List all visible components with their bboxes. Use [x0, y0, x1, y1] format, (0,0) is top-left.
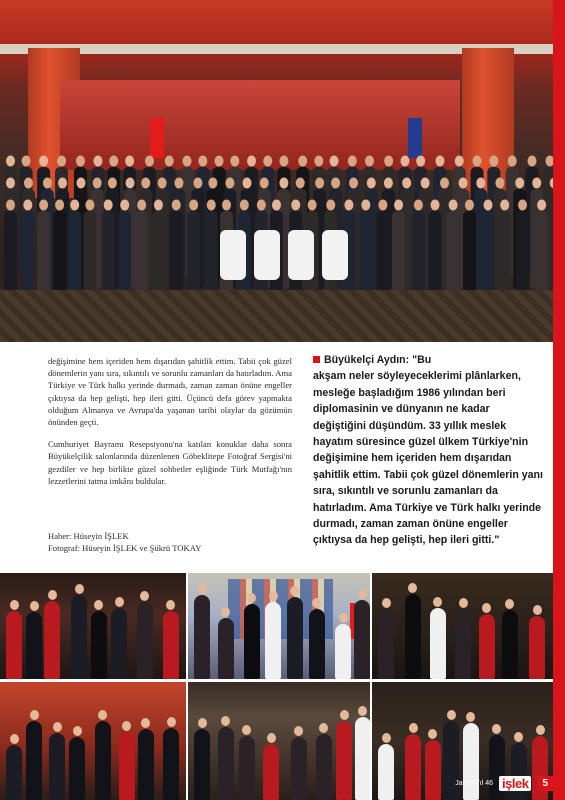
guest-figure — [412, 211, 425, 300]
guest-figure — [4, 211, 17, 300]
guest-figure — [425, 740, 441, 800]
guest-figure — [187, 211, 200, 300]
guest-head — [22, 156, 31, 167]
guest-head — [319, 723, 328, 733]
guest-head — [189, 200, 198, 211]
guest-head — [401, 156, 410, 167]
event-photo — [0, 682, 186, 800]
guest-head — [207, 200, 216, 211]
quote-lead: Büyükelçi Aydın: "Bu — [324, 354, 432, 366]
guest-figure — [239, 736, 255, 800]
guest-figure — [482, 211, 495, 300]
guest-head — [137, 200, 146, 211]
seated-guest — [288, 230, 314, 280]
guest-figure — [118, 211, 131, 300]
guest-head — [349, 178, 358, 189]
guest-figure — [244, 604, 260, 679]
guest-head — [6, 200, 15, 211]
guest-figure — [263, 744, 279, 800]
guest-figure — [163, 728, 179, 800]
guest-head — [414, 200, 423, 211]
guest-head — [23, 200, 32, 211]
guest-head — [94, 600, 103, 610]
guest-head — [492, 724, 501, 734]
parquet-floor — [0, 290, 553, 342]
guest-head — [476, 178, 485, 189]
group-photo — [0, 0, 553, 342]
edge-accent-bar — [553, 0, 565, 800]
guest-head — [10, 734, 19, 744]
article-body — [48, 355, 292, 497]
guest-figure — [69, 737, 85, 800]
guest-figure — [548, 189, 553, 289]
guest-head — [165, 156, 174, 167]
guest-head — [545, 156, 553, 167]
guest-figure — [49, 733, 65, 800]
event-photo — [188, 573, 370, 679]
guest-figure — [392, 211, 405, 300]
guest-head — [416, 156, 425, 167]
guest-figure — [535, 211, 548, 300]
guest-figure — [359, 211, 372, 300]
seated-guest — [254, 230, 280, 280]
article-paragraph: değişimine hem içeriden hem dışarıdan şahitlik ettim. Tabii çok güzel dönemlerin yanı sıra, sıkıntılı ve sorunlu zamanları da hatırladım. Ama Türkiye ve Türk halkı yerinde durmadı, zaman zaman önüne engeller çıktıysa da hep gelişti, hep ileri gitti. Üçüncü defa görev yapmakta olduğum Almanya ve Avrupa'da yaşanan tarihi olaylar da gözümün önünden geçti. — [48, 356, 292, 428]
guest-head — [495, 178, 504, 189]
guest-head — [109, 156, 118, 167]
guest-figure — [26, 721, 42, 800]
guest-figure — [447, 211, 460, 300]
guest-head — [440, 178, 449, 189]
guest-head — [428, 729, 437, 739]
guest-figure — [21, 211, 34, 300]
guest-figure — [498, 211, 511, 300]
guest-head — [269, 591, 278, 601]
guest-head — [447, 710, 456, 720]
guest-head — [365, 156, 374, 167]
guest-head — [508, 156, 517, 167]
guest-head — [267, 733, 276, 743]
guest-head — [348, 156, 357, 167]
guest-head — [430, 200, 439, 211]
guest-figure — [430, 608, 446, 679]
guest-figure — [194, 595, 210, 679]
guest-head — [39, 200, 48, 211]
guest-figure — [102, 211, 115, 300]
guest-head — [435, 156, 444, 167]
guest-figure — [6, 745, 22, 800]
guest-head — [382, 733, 391, 743]
guest-figure — [405, 734, 421, 800]
guest-head — [126, 178, 135, 189]
guest-figure — [137, 602, 153, 679]
guest-head — [394, 200, 403, 211]
guest-head — [221, 607, 230, 617]
guest-head — [85, 200, 94, 211]
guest-head — [536, 725, 545, 735]
guest-head — [145, 156, 154, 167]
guest-head — [108, 178, 117, 189]
guest-head — [340, 710, 349, 720]
guest-figure — [170, 211, 183, 300]
guest-head — [449, 200, 458, 211]
guest-head — [314, 156, 323, 167]
guest-head — [70, 200, 79, 211]
guest-head — [158, 178, 167, 189]
guest-figure — [119, 732, 135, 800]
guest-head — [409, 723, 418, 733]
guest-figure — [378, 744, 394, 800]
guest-head — [183, 156, 192, 167]
guest-figure — [194, 729, 210, 800]
guest-head — [247, 156, 256, 167]
guest-head — [172, 200, 181, 211]
guest-head — [104, 200, 113, 211]
guest-head — [361, 200, 370, 211]
guest-figure — [44, 601, 60, 679]
guest-figure — [265, 602, 281, 679]
guest-head — [6, 178, 15, 189]
guest-head — [279, 156, 288, 167]
guest-head — [505, 599, 514, 609]
guest-head — [198, 584, 207, 594]
guest-figure — [163, 611, 179, 679]
guest-head — [528, 156, 537, 167]
guest-head — [93, 178, 102, 189]
guest-head — [75, 584, 84, 594]
event-photo — [0, 573, 186, 679]
guest-head — [532, 178, 541, 189]
guest-head — [466, 712, 475, 722]
guest-figure — [68, 211, 81, 300]
guest-head — [537, 200, 546, 211]
guest-head — [208, 178, 217, 189]
guest-head — [98, 710, 107, 720]
guest-head — [154, 200, 163, 211]
news-credit: Haber: Hüseyin İŞLEK — [48, 531, 129, 541]
guest-head — [484, 200, 493, 211]
guest-head — [500, 200, 509, 211]
guest-head — [382, 598, 391, 608]
guest-head — [141, 718, 150, 728]
guest-head — [272, 200, 281, 211]
guest-head — [326, 200, 335, 211]
guest-head — [48, 590, 57, 600]
guest-head — [57, 156, 66, 167]
guest-head — [174, 178, 183, 189]
guest-head — [473, 156, 482, 167]
guest-figure — [83, 211, 96, 300]
guest-head — [459, 178, 468, 189]
guest-head — [518, 200, 527, 211]
guest-head — [30, 601, 39, 611]
guest-head — [279, 178, 288, 189]
guest-head — [221, 716, 230, 726]
guest-figure — [91, 611, 107, 679]
guest-figure — [6, 611, 22, 679]
guest-head — [115, 597, 124, 607]
guest-head — [514, 732, 523, 742]
guest-head — [122, 721, 131, 731]
guest-head — [367, 178, 376, 189]
photo-credit: Fotograf: Hüseyin İŞLEK ve Şükrü TOKAY — [48, 543, 202, 554]
guest-head — [312, 598, 321, 608]
guest-figure — [463, 211, 476, 300]
guest-head — [167, 717, 176, 727]
guest-head — [260, 178, 269, 189]
guest-head — [315, 178, 324, 189]
guest-head — [308, 200, 317, 211]
guest-figure — [218, 618, 234, 679]
guest-figure — [287, 597, 303, 679]
guest-head — [330, 156, 339, 167]
guest-head — [24, 178, 33, 189]
ceiling — [0, 0, 553, 48]
guest-head — [515, 178, 524, 189]
guest-figure — [26, 612, 42, 679]
guest-head — [455, 156, 464, 167]
guest-head — [43, 178, 52, 189]
guest-head — [55, 200, 64, 211]
crowd-figures — [0, 135, 553, 300]
guest-figure — [479, 614, 495, 679]
guest-head — [240, 200, 249, 211]
guest-figure — [138, 729, 154, 800]
guest-head — [198, 156, 207, 167]
guest-head — [120, 200, 129, 211]
guest-head — [76, 156, 85, 167]
guest-head — [39, 156, 48, 167]
guest-head — [489, 156, 498, 167]
guest-figure — [529, 616, 545, 679]
guest-head — [93, 156, 102, 167]
guest-head — [533, 605, 542, 615]
guest-head — [6, 156, 15, 167]
guest-head — [141, 178, 150, 189]
guest-figure — [405, 594, 421, 679]
guest-figure — [428, 211, 441, 300]
guest-figure — [53, 211, 66, 300]
guest-head — [10, 600, 19, 610]
guest-head — [198, 718, 207, 728]
issue-label: Jahr • Yıl 46 — [455, 779, 494, 787]
page-footer — [455, 774, 553, 792]
guest-figure — [291, 737, 307, 800]
guest-figure — [335, 624, 351, 679]
guest-head — [73, 726, 82, 736]
quote-text: akşam neler söyleyeceklerimi plânlarken, mesleğe başladığım 1986 yılından beri diplomasinin ve dünyanın ne kadar değiştiğini düşündüm. 33 yıllık meslek hayatım süresince güzel ülkem Türkiye'nin değişimine hem içeriden hem dışarıdan şahitlik ettim. Tabii çok güzel dönemlerin yanı sıra, sıkıntılı ve sorunlu zamanları da hatırladım. Ama Türkiye ve Türk halkı yerinde durmadı, zaman zaman önüne engeller çıktıysa da hep gelişti, hep ileri gitti." — [313, 370, 543, 547]
guest-head — [222, 200, 231, 211]
guest-head — [294, 726, 303, 736]
guest-figure — [378, 609, 394, 679]
guest-head — [291, 200, 300, 211]
guest-head — [166, 600, 175, 610]
pull-quote — [313, 352, 543, 549]
event-photo — [372, 573, 553, 679]
guest-head — [53, 722, 62, 732]
guest-head — [215, 156, 224, 167]
guest-head — [242, 178, 251, 189]
guest-figure — [218, 727, 234, 800]
guest-figure — [376, 211, 389, 300]
magazine-logo: işlek — [499, 776, 531, 791]
guest-figure — [37, 211, 50, 300]
guest-figure — [502, 610, 518, 679]
guest-head — [344, 200, 353, 211]
guest-head — [339, 613, 348, 623]
seated-guest — [322, 230, 348, 280]
article-paragraph: Cumhuriyet Bayramı Resepsiyonu'na katılan konuklar daha sonra Büyükelçilik salonlarında düzenlenen Göbeklitepe Fotoğraf Sergisi'ni gezdiler ve hep birlikte güzel sohbetler eşliğinde Türk Mutfağı'nın lezzetlerini tatma imkânı buldular. — [48, 439, 292, 486]
guest-head — [257, 200, 266, 211]
guest-head — [125, 156, 134, 167]
guest-figure — [455, 609, 471, 679]
guest-figure — [355, 717, 370, 800]
guest-head — [482, 603, 491, 613]
guest-head — [459, 598, 468, 608]
guest-head — [242, 725, 251, 735]
guest-head — [384, 156, 393, 167]
guest-head — [421, 178, 430, 189]
guest-figure — [336, 721, 352, 800]
guest-head — [30, 710, 39, 720]
guest-figure — [135, 211, 148, 300]
guest-head — [263, 156, 272, 167]
guest-figure — [516, 211, 529, 300]
guest-head — [331, 178, 340, 189]
guest-head — [433, 597, 442, 607]
guest-figure — [111, 608, 127, 679]
guest-head — [298, 156, 307, 167]
seated-guest — [220, 230, 246, 280]
guest-figure — [71, 595, 87, 679]
guest-figure — [152, 211, 165, 300]
guest-head — [358, 706, 367, 716]
guest-figure — [95, 721, 111, 800]
guest-head — [378, 200, 387, 211]
event-photo — [188, 682, 370, 800]
guest-head — [193, 178, 202, 189]
guest-head — [358, 589, 367, 599]
guest-figure — [309, 609, 325, 679]
guest-head — [296, 178, 305, 189]
page-number: 5 — [537, 776, 553, 791]
guest-figure — [354, 600, 370, 679]
article-credits — [48, 530, 292, 554]
guest-head — [408, 583, 417, 593]
guest-head — [140, 591, 149, 601]
guest-head — [402, 178, 411, 189]
guest-head — [58, 178, 67, 189]
guest-head — [465, 200, 474, 211]
guest-figure — [205, 211, 218, 300]
guest-figure — [316, 734, 332, 800]
guest-head — [230, 156, 239, 167]
guest-head — [77, 178, 86, 189]
guest-head — [384, 178, 393, 189]
square-bullet-icon — [313, 356, 320, 363]
guest-head — [225, 178, 234, 189]
